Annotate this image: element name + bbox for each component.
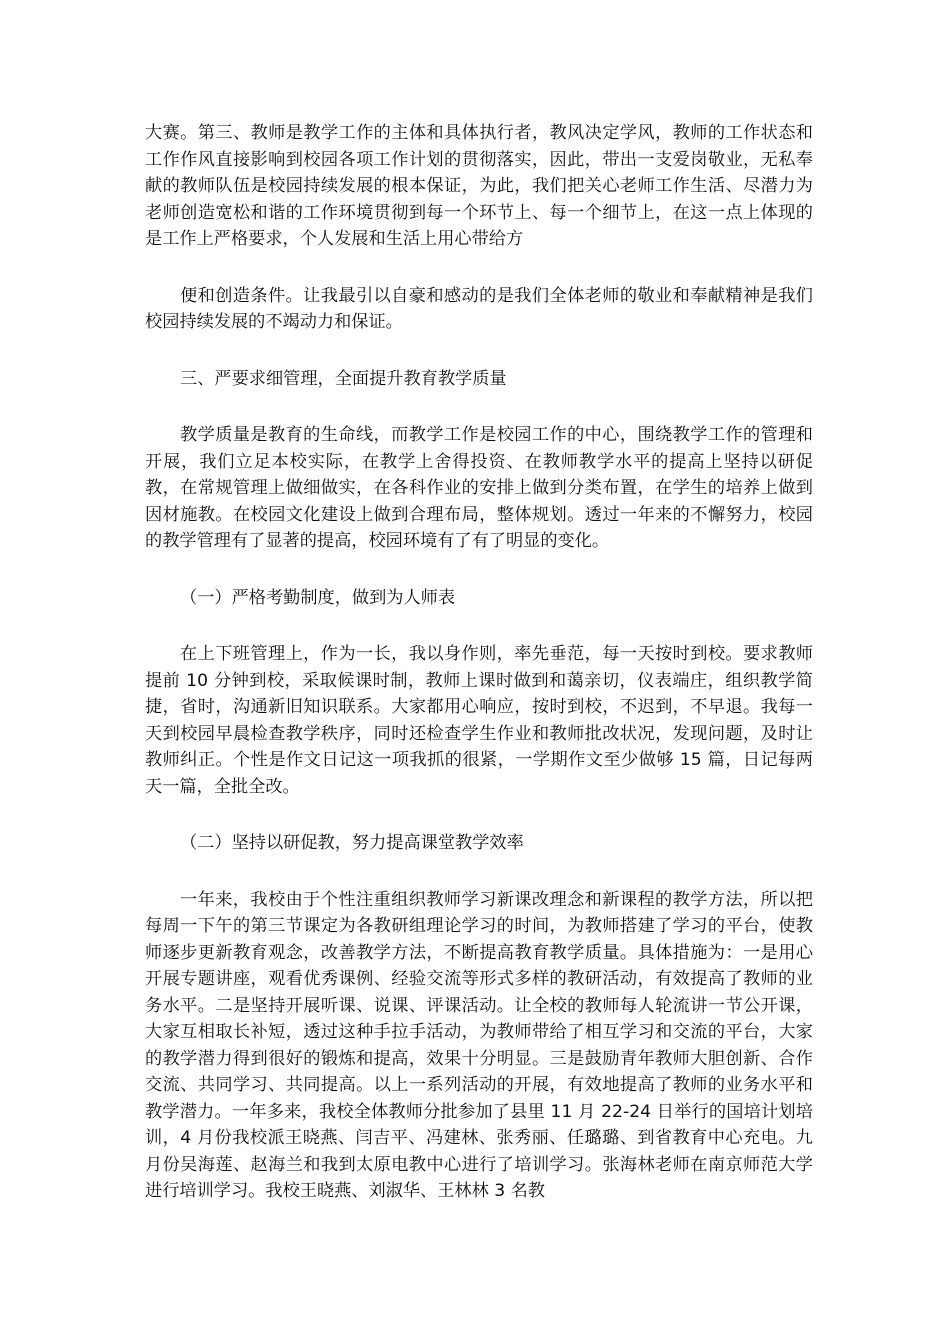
paragraph-teaching-quality: 教学质量是教育的生命线，而教学工作是校园工作的中心，围绕教学工作的管理和开展，我们立足本校实际，在教学上舍得投资、在教师教学水平的提高上坚持以研促教，在常规管理上做细做实，在各科作业的安排上做到分类布置，在学生的培养上做到因材施教。在校园文化建设上做到合理布局，整体规划。透过一年来的不懈努力，校园的教学管理有了显著的提高，校园环境有了有了明显的变化。 bbox=[145, 425, 813, 551]
subheading-attendance: （一）严格考勤制度，做到为人师表 bbox=[180, 587, 456, 608]
paragraph-attendance: 在上下班管理上，作为一长，我以身作则，率先垂范，每一天按时到校。要求教师提前 10 分钟到校，采取候课时制，教师上课时做到和蔼亲切，仪表端庄，组织教学简捷，省时，沟通新旧知识联系。大家都用心响应，按时到校，不迟到，不早退。我每一天到校园早晨检查教学秩序，同时还检查学生作业和教师批改状况，发现问题，及时让教师纠正。个性是作文日记这一项我抓的很紧，一学期作文至少做够 15 篇，日记每两天一篇，全批全改。 bbox=[145, 644, 813, 797]
section-heading-quality: 三、严要求细管理，全面提升教育教学质量 bbox=[180, 368, 507, 389]
paragraph-dedication: 便和创造条件。让我最引以自豪和感动的是我们全体老师的敬业和奉献精神是我们校园持续发展的不竭动力和保证。 bbox=[145, 285, 813, 332]
paragraph-research: 一年来，我校由于个性注重组织教师学习新课改理念和新课程的教学方法，所以把每周一下午的第三节课定为各教研组理论学习的时间，为教师搭建了学习的平台，使教师逐步更新教育观念，改善教学方法，不断提高教育教学质量。具体措施为：一是用心开展专题讲座，观看优秀课例、经验交流等形式多样的教研活动，有效提高了教师的业务水平。二是坚持开展听课、说课、评课活动。让全校的教师每人轮流讲一节公开课，大家互相取长补短，透过这种手拉手活动，为教师带给了相互学习和交流的平台，大家的教学潜力得到很好的锻炼和提高，效果十分明显。三是鼓励青年教师大胆创新、合作交流、共同学习、共同提高。以上一系列活动的开展，有效地提高了教师的业务水平和教学潜力。一年多来，我校全体教师分批参加了县里 11 月 22-24 日举行的国培计划培训，4 月份我校派王晓燕、闫吉平、冯建林、张秀丽、任璐璐、到省教育中心充电。九月份吴海莲、赵海兰和我到太原电教中心进行了培训学习。张海林老师在南京师范大学进行培训学习。我校王晓燕、刘淑华、王林林 3 名教 bbox=[145, 889, 813, 1201]
subheading-research: （二）坚持以研促教，努力提高课堂教学效率 bbox=[180, 833, 524, 853]
document-body bbox=[145, 120, 813, 1205]
paragraph-teacher-team: 大赛。第三、教师是教学工作的主体和具体执行者，教风决定学风，教师的工作状态和工作作风直接影响到校园各项工作计划的贯彻落实，因此，带出一支爱岗敬业，无私奉献的教师队伍是校园持续发展的根本保证，为此，我们把关心老师工作生活、尽潜力为老师创造宽松和谐的工作环境贯彻到每一个环节上、每一个细节上，在这一点上体现的是工作上严格要求，个人发展和生活上用心带给方 bbox=[145, 123, 813, 249]
